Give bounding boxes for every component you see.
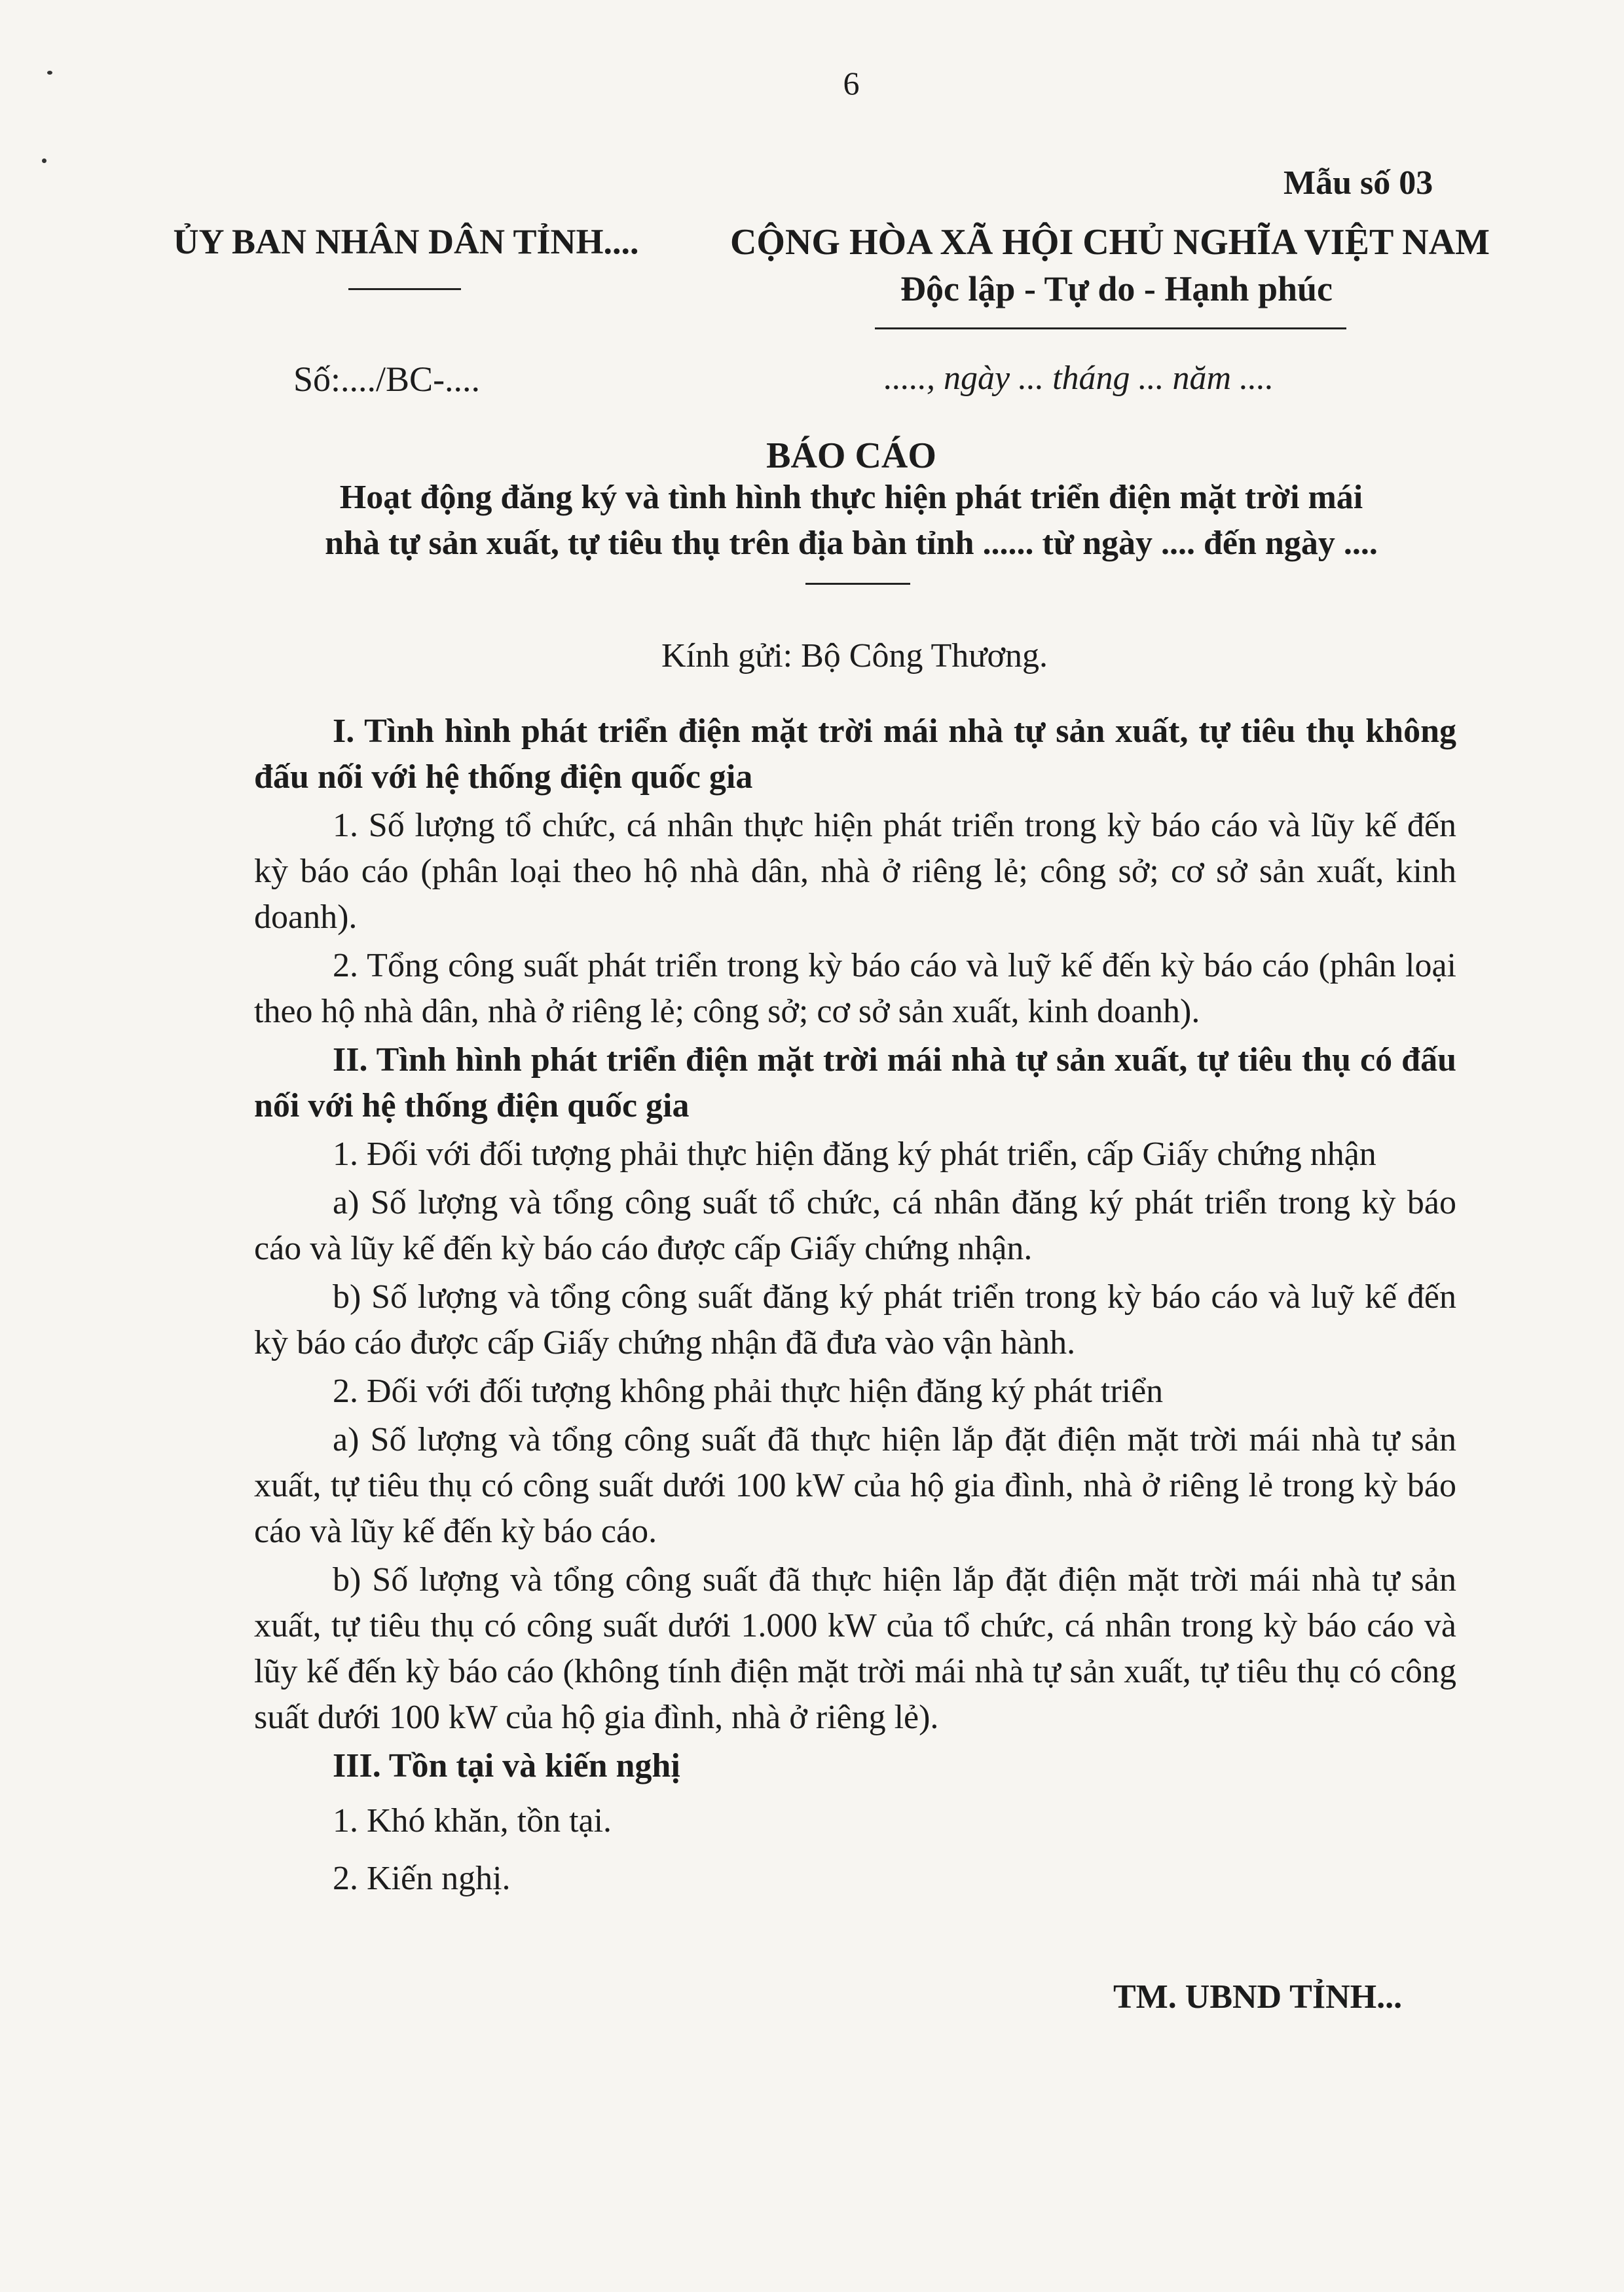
section-3-heading: III. Tồn tại và kiến nghị [333, 1747, 680, 1784]
section-2-item-1a: a) Số lượng và tổng công suất tổ chức, cá nhân đăng ký phát triển trong kỳ báo cáo và lũy kế đến kỳ báo cáo được cấp Giấy chứng nhận. [254, 1184, 1456, 1267]
section-1-item-2: 2. Tổng công suất phát triển trong kỳ báo cáo và luỹ kế đến kỳ báo cáo (phân loại theo hộ nhà dân, nhà ở riêng lẻ; công sở; cơ sở sản xuất, kinh doanh). [254, 947, 1456, 1030]
section-1-item-1: 1. Số lượng tổ chức, cá nhân thực hiện phát triển trong kỳ báo cáo và lũy kế đến kỳ báo cáo (phân loại theo hộ nhà dân, nhà ở riêng lẻ; công sở; cơ sở sản xuất, kinh doanh). [254, 807, 1456, 936]
document-number: Số:..../BC-.... [293, 360, 481, 399]
agency-name: ỦY BAN NHÂN DÂN TỈNH.... [173, 222, 639, 261]
report-subtitle-line-2: nhà tự sản xuất, tự tiêu thụ trên địa bàn tỉnh ...... từ ngày .... đến ngày .... [325, 525, 1378, 562]
scan-speck [42, 158, 46, 163]
report-heading: BÁO CÁO [766, 435, 936, 476]
section-3-item-1: 1. Khó khăn, tồn tại. [333, 1802, 612, 1839]
section-2-heading: II. Tình hình phát triển điện mặt trời mái nhà tự sản xuất, tự tiêu thụ có đấu nối với hệ thống điện quốc gia [254, 1041, 1456, 1124]
report-body [254, 709, 1456, 1902]
signature-block: TM. UBND TỈNH... [1113, 1978, 1403, 2016]
form-number: Mẫu số 03 [1283, 164, 1433, 202]
section-2-item-1b: b) Số lượng và tổng công suất đăng ký phát triển trong kỳ báo cáo và luỹ kế đến kỳ báo cáo được cấp Giấy chứng nhận đã đưa vào vận hành. [254, 1278, 1456, 1361]
section-2-item-2b: b) Số lượng và tổng công suất đã thực hiện lắp đặt điện mặt trời mái nhà tự sản xuất, tự tiêu thụ có công suất dưới 1.000 kW của tổ chức, cá nhân trong kỳ báo cáo và lũy kế đến kỳ báo cáo (không tính điện mặt trời mái nhà tự sản xuất, tự tiêu thụ có công suất dưới 100 kW của hộ gia đình, nhà ở riêng lẻ). [254, 1561, 1456, 1736]
country-name: CỘNG HÒA XÃ HỘI CHỦ NGHĨA VIỆT NAM [729, 222, 1490, 263]
national-motto: Độc lập - Tự do - Hạnh phúc [900, 269, 1333, 308]
section-1-heading: I. Tình hình phát triển điện mặt trời mái nhà tự sản xuất, tự tiêu thụ không đấu nối với hệ thống điện quốc gia [254, 712, 1456, 796]
page-number: 6 [843, 65, 860, 102]
agency-underline [348, 288, 461, 290]
title-underline [805, 583, 910, 585]
section-2-item-2a: a) Số lượng và tổng công suất đã thực hiện lắp đặt điện mặt trời mái nhà tự sản xuất, tự tiêu thụ có công suất dưới 100 kW của hộ gia đình, nhà ở riêng lẻ trong kỳ báo cáo và lũy kế đến kỳ báo cáo. [254, 1421, 1456, 1550]
date-line: ....., ngày ... tháng ... năm .... [884, 360, 1274, 397]
recipient-line: Kính gửi: Bộ Công Thương. [661, 637, 1048, 675]
scan-speck [47, 71, 52, 75]
section-2-item-2: 2. Đối với đối tượng không phải thực hiện đăng ký phát triển [333, 1373, 1164, 1410]
motto-underline [875, 327, 1346, 329]
section-3-item-2: 2. Kiến nghị. [333, 1860, 511, 1897]
report-subtitle-line-1: Hoạt động đăng ký và tình hình thực hiện phát triển điện mặt trời mái [339, 479, 1363, 516]
section-2-item-1: 1. Đối với đối tượng phải thực hiện đăng ký phát triển, cấp Giấy chứng nhận [333, 1136, 1376, 1173]
